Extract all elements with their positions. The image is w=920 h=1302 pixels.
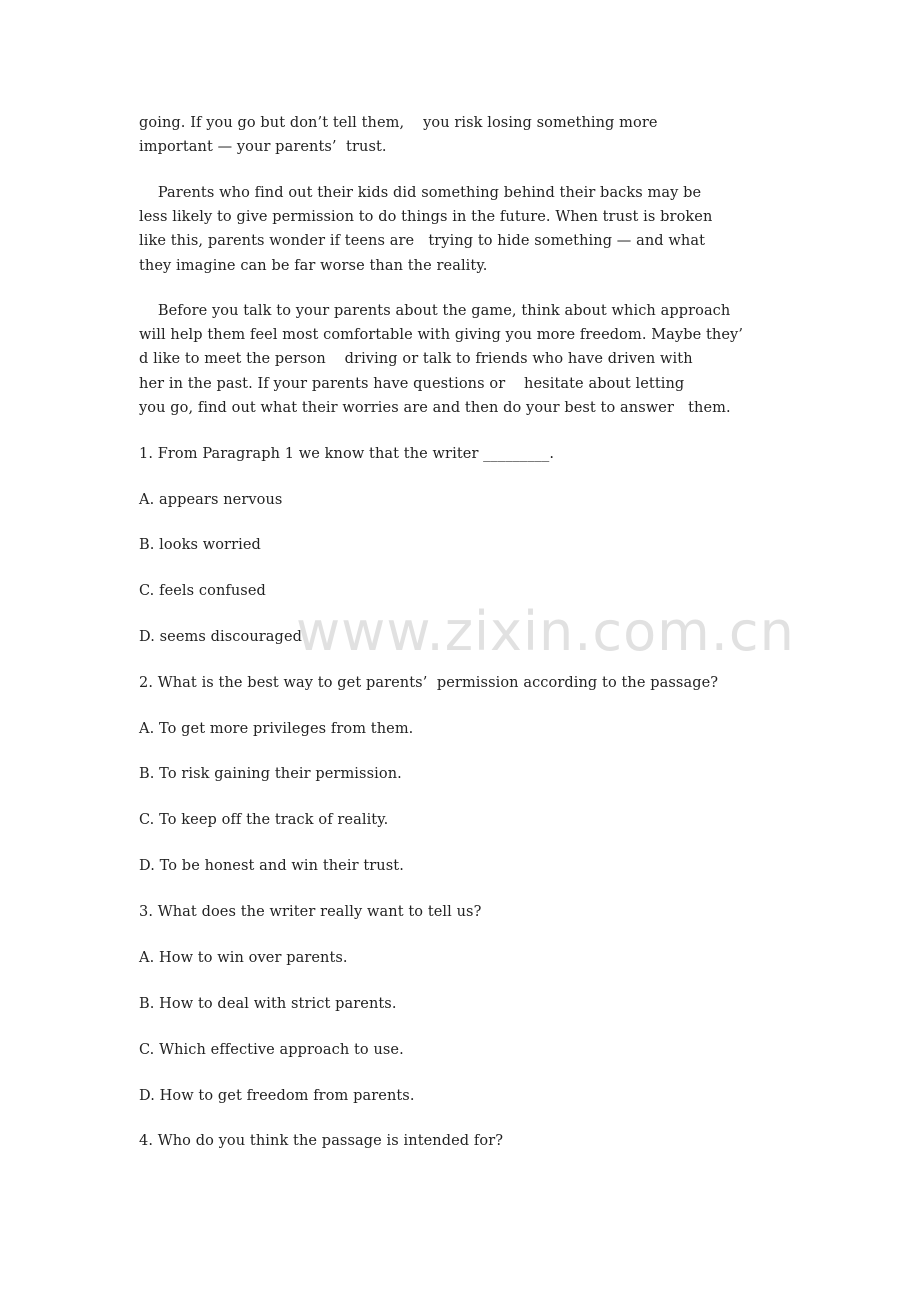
question-stem: 2. What is the best way to get parents’ permission according to the passage?: [139, 675, 719, 691]
answer-option: B. looks worried: [139, 537, 261, 553]
answer-option: D. seems discouraged: [139, 629, 303, 645]
answer-option: C. feels confused: [139, 583, 266, 599]
answer-option: C. Which effective approach to use.: [139, 1042, 404, 1058]
watermark: www.zixin.com.cn: [296, 600, 795, 663]
question-stem: 4. Who do you think the passage is intended for?: [139, 1133, 504, 1149]
question-stem: 1. From Paragraph 1 we know that the writer _________.: [139, 446, 555, 462]
answer-option: A. appears nervous: [139, 492, 283, 508]
passage-line: will help them feel most comfortable with giving you more freedom. Maybe they’: [139, 327, 744, 343]
passage-line: you go, find out what their worries are and then do your best to answer them.: [139, 400, 731, 416]
answer-option: A. To get more privileges from them.: [139, 721, 414, 737]
passage-line: less likely to give permission to do things in the future. When trust is broken: [139, 209, 713, 225]
answer-option: A. How to win over parents.: [139, 950, 348, 966]
answer-option: D. To be honest and win their trust.: [139, 858, 404, 874]
passage-line: going. If you go but don’t tell them, you risk losing something more: [139, 115, 658, 131]
passage-line: Parents who find out their kids did something behind their backs may be: [139, 185, 702, 201]
answer-option: B. To risk gaining their permission.: [139, 766, 402, 782]
passage-line: they imagine can be far worse than the reality.: [139, 258, 488, 274]
passage-line: Before you talk to your parents about the game, think about which approach: [139, 303, 731, 319]
passage-line: important — your parents’ trust.: [139, 139, 387, 155]
question-stem: 3. What does the writer really want to tell us?: [139, 904, 482, 920]
passage-line: like this, parents wonder if teens are trying to hide something — and what: [139, 233, 705, 249]
passage-line: d like to meet the person driving or talk to friends who have driven with: [139, 351, 693, 367]
answer-option: C. To keep off the track of reality.: [139, 812, 389, 828]
answer-option: D. How to get freedom from parents.: [139, 1088, 415, 1104]
answer-option: B. How to deal with strict parents.: [139, 996, 397, 1012]
passage-line: her in the past. If your parents have questions or hesitate about letting: [139, 376, 685, 392]
